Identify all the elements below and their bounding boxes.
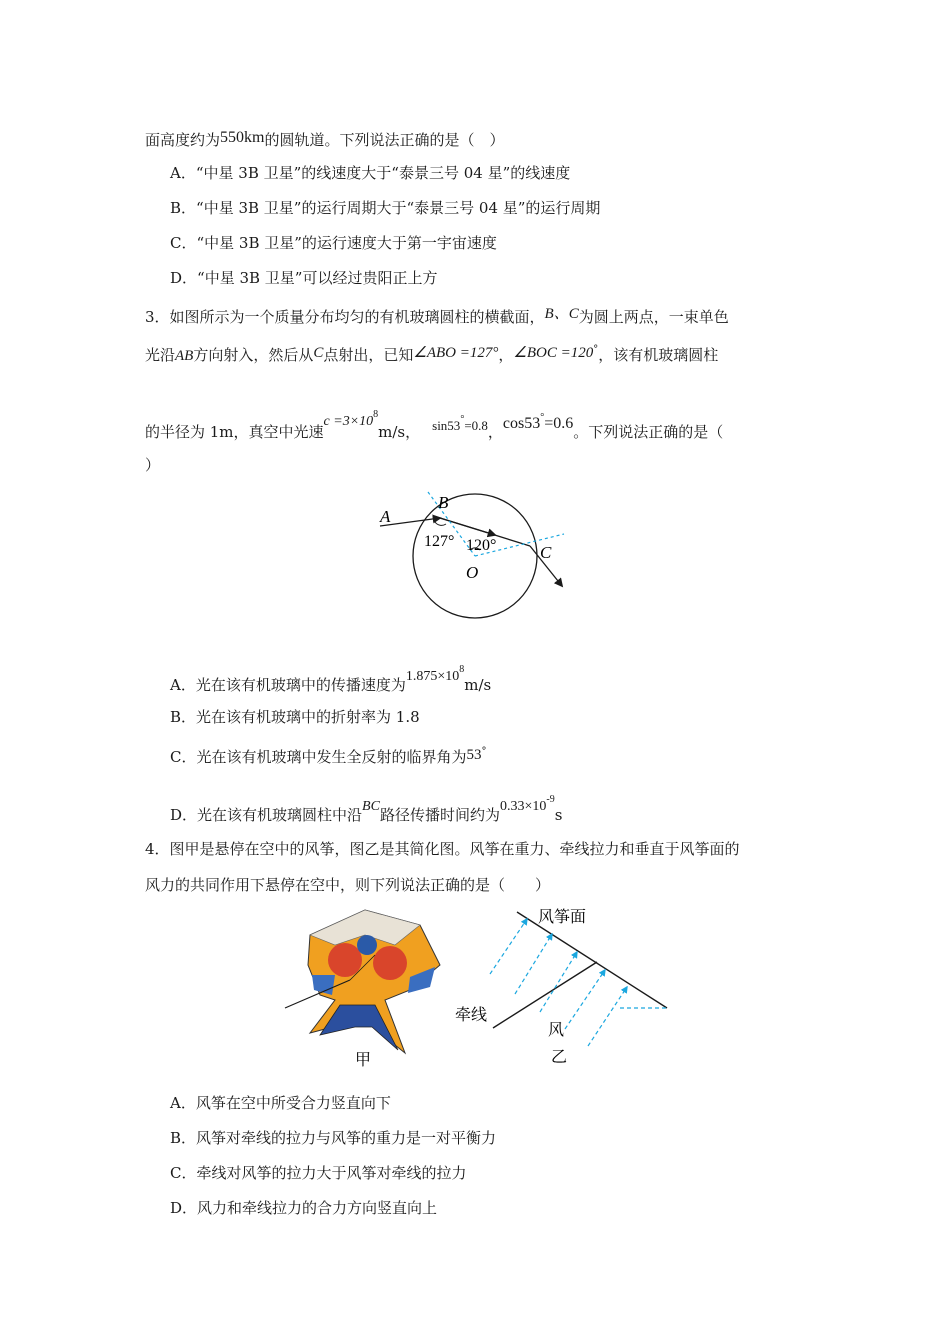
q3-text: 点射出，已知 — [323, 346, 414, 364]
option-unit: s — [554, 806, 563, 824]
q3-text: 。下列说法正确的是（ — [573, 423, 724, 441]
q3-sin-value: =0.8 — [464, 418, 488, 433]
option-text: “中星 3B 卫星”的运行周期大于“泰景三号 04 星”的运行周期 — [196, 199, 601, 217]
label-c: C — [540, 543, 552, 562]
q3-text: ， — [498, 346, 514, 364]
option-letter: D． — [170, 1199, 198, 1217]
option-value: 0.33×10 — [499, 799, 547, 814]
option-letter: C． — [170, 234, 197, 252]
option-letter: A． — [170, 676, 196, 694]
degree-sign: ° — [481, 746, 487, 757]
wind-arrow-3 — [540, 952, 577, 1012]
q4-option-c — [170, 1163, 467, 1183]
q3-light-speed: c =3×10 — [323, 414, 374, 429]
q3-refraction-figure — [370, 488, 580, 623]
angle-arc-b — [435, 522, 446, 525]
q4-stem-line-1 — [145, 839, 740, 859]
q3-stem-line-3 — [145, 405, 723, 442]
option-text: “中星 3B 卫星”的运行速度大于第一宇宙速度 — [196, 234, 497, 252]
q3-unit: m/s， — [378, 423, 421, 441]
option-letter: B． — [170, 1129, 197, 1147]
q3-angle-abo: ∠ABO =127° — [413, 345, 499, 361]
option-text: 牵线对风筝的拉力大于风筝对牵线的拉力 — [196, 1164, 467, 1182]
kite-surface-line — [517, 912, 667, 1008]
option-letter: C． — [170, 748, 197, 766]
q2-orbit-height: 550km — [220, 129, 265, 146]
q3-text: 方向射入，然后从 — [193, 346, 314, 364]
q4-option-d — [170, 1198, 437, 1218]
q3-text: ， — [487, 423, 503, 441]
q4-option-b — [170, 1128, 496, 1148]
q3-cos53: cos53 — [502, 415, 541, 432]
q2-stem-text-b: 的圆轨道。下列说法正确的是（ ） — [264, 131, 505, 149]
option-text: “中星 3B 卫星”可以经过贵阳正上方 — [197, 269, 438, 287]
option-unit: m/s — [464, 676, 492, 694]
q3-text: 为圆上两点，一束单色 — [578, 308, 729, 326]
option-text: 光在该有机玻璃圆柱中沿 — [197, 806, 363, 824]
q3-ray-ab: AB — [175, 348, 194, 364]
option-text: 风力和牵线拉力的合力方向竖直向上 — [197, 1199, 438, 1217]
q3-sin53: sin53 — [432, 418, 461, 433]
degree-sign: ° — [540, 412, 545, 423]
q3-text: ） — [145, 456, 161, 474]
label-kite-surface: 风筝面 — [538, 909, 587, 926]
q3-option-b — [170, 707, 420, 727]
angle-label-127: 127° — [424, 533, 455, 550]
q3-text: 3．如图所示为一个质量分布均匀的有机玻璃圆柱的横截面， — [145, 308, 545, 326]
option-letter: C． — [170, 1164, 197, 1182]
exponent: 8 — [373, 409, 379, 420]
q3-option-c — [170, 742, 487, 767]
degree-sign: ° — [460, 414, 465, 425]
q4-option-a — [170, 1093, 391, 1113]
label-b: B — [438, 493, 449, 512]
option-text: 光在该有机玻璃中发生全反射的临界角为 — [196, 748, 467, 766]
angle-label-120: 120° — [466, 537, 497, 554]
option-letter: D． — [170, 269, 198, 287]
q2-stem-text-a: 面高度约为 — [145, 131, 221, 149]
option-text: 风筝对牵线的拉力与风筝的重力是一对平衡力 — [196, 1129, 497, 1147]
option-path-bc: BC — [362, 799, 380, 814]
option-text: 光在该有机玻璃中的传播速度为 — [195, 676, 406, 694]
option-text: 风筝在空中所受合力竖直向下 — [195, 1094, 391, 1112]
wind-arrow-5 — [588, 987, 627, 1046]
kite-center-mask — [357, 935, 377, 955]
q3-angle-boc: ∠BOC =120 — [513, 345, 594, 361]
label-tether: 牵线 — [455, 1007, 488, 1024]
q4-kite-diagram — [445, 902, 675, 1072]
tether-line — [493, 962, 597, 1028]
option-letter: D． — [170, 806, 198, 824]
q3-text: 光沿 — [145, 346, 176, 364]
option-text: 路径传播时间约为 — [379, 806, 500, 824]
degree-sign: ° — [593, 344, 599, 355]
label-o: O — [466, 563, 479, 582]
q2-option-b — [170, 198, 600, 218]
q2-option-a — [170, 163, 570, 183]
option-letter: A． — [170, 1094, 196, 1112]
q4-text: 4．图甲是悬停在空中的风筝，图乙是其简化图。风筝在重力、牵线拉力和垂直于风筝面的 — [145, 840, 740, 858]
option-letter: B． — [170, 199, 197, 217]
kite-right-figure — [373, 946, 407, 980]
q4-kite-picture — [280, 905, 450, 1070]
q2-option-d — [170, 268, 437, 288]
q2-stem-continued — [145, 128, 504, 150]
q3-cos-value: =0.6 — [544, 415, 574, 432]
label-a: A — [380, 507, 391, 526]
q3-points-bc: B、C — [544, 306, 579, 322]
q4-text: 风力的共同作用下悬停在空中，则下列说法正确的是（ ） — [145, 876, 551, 894]
wind-arrow-1 — [490, 919, 527, 974]
option-letter: B． — [170, 708, 197, 726]
option-value: 1.875×10 — [405, 669, 460, 684]
q2-option-c — [170, 233, 497, 253]
q3-text: 的半径为 1m，真空中光速 — [145, 423, 324, 441]
q3-option-a — [170, 660, 491, 695]
q3-stem-line-1 — [145, 304, 729, 327]
option-value: 53 — [466, 747, 482, 763]
exponent: -9 — [546, 794, 555, 805]
option-letter: A． — [170, 164, 196, 182]
label-jia: 甲 — [355, 1052, 372, 1069]
q4-stem-line-2 — [145, 875, 550, 895]
wind-arrow-2 — [515, 934, 552, 994]
q3-option-d — [170, 790, 562, 825]
label-wind: 风 — [548, 1022, 565, 1039]
kite-left-figure — [328, 943, 362, 977]
q3-point-c: C — [313, 345, 324, 361]
option-text: “中星 3B 卫星”的线速度大于“泰景三号 04 星”的线速度 — [195, 164, 571, 182]
q3-stem-line-2 — [145, 340, 718, 366]
option-text: 光在该有机玻璃中的折射率为 1.8 — [196, 708, 420, 726]
exponent: 8 — [459, 664, 465, 675]
label-yi: 乙 — [551, 1049, 568, 1066]
q3-text: ，该有机玻璃圆柱 — [598, 346, 719, 364]
q3-stem-line-4 — [145, 455, 160, 475]
